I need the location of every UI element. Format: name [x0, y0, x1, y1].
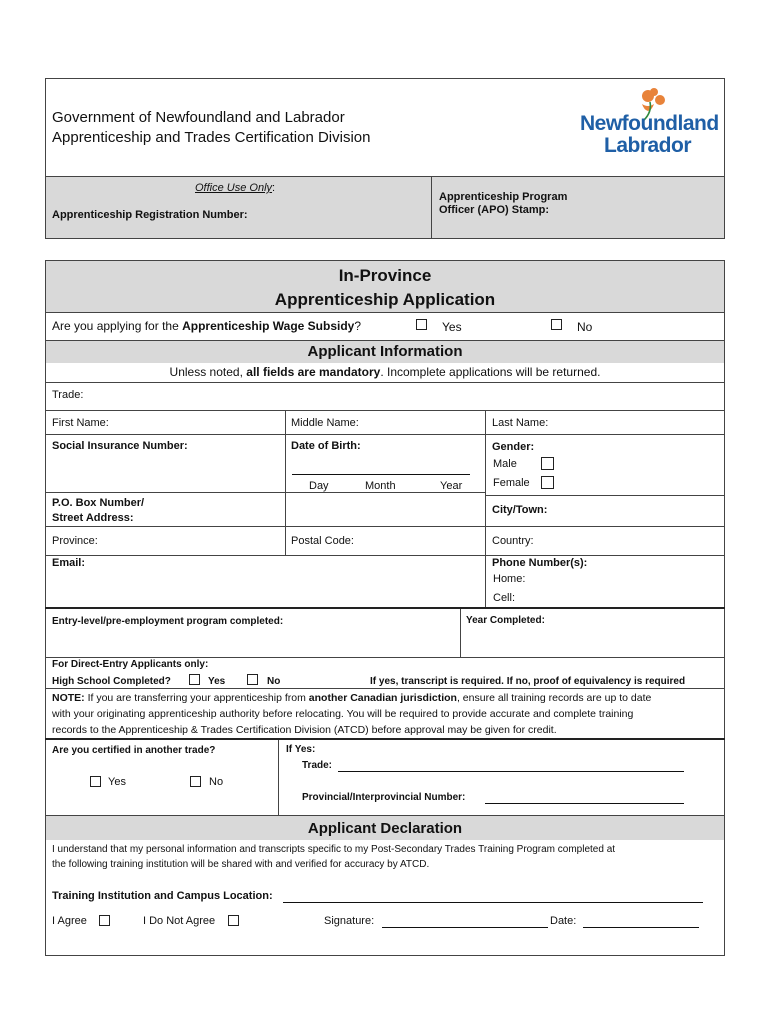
dob-month: Month — [365, 480, 396, 492]
direct-entry-label: For Direct-Entry Applicants only: — [52, 659, 209, 670]
cert-number-label: Provincial/Interprovincial Number: — [302, 792, 466, 803]
gender-female-checkbox[interactable] — [541, 476, 554, 489]
other-trade-label: Trade: — [302, 760, 333, 771]
last-name-field[interactable]: Last Name: — [492, 417, 549, 429]
first-name-field[interactable]: First Name: — [52, 417, 109, 429]
phone-home-field[interactable]: Home: — [493, 573, 526, 585]
agree-checkbox[interactable] — [99, 915, 110, 926]
signature-input[interactable] — [382, 927, 548, 928]
apo-stamp-label: Apprenticeship Program Officer (APO) Stamp: — [439, 191, 568, 216]
if-yes-label: If Yes: — [286, 744, 316, 755]
not-agree-checkbox[interactable] — [228, 915, 239, 926]
sin-field[interactable]: Social Insurance Number: — [52, 440, 188, 452]
wage-subsidy-question: Are you applying for the Apprenticeship Wage Subsidy? — [52, 319, 362, 333]
street-address-field[interactable]: P.O. Box Number/ Street Address: — [52, 497, 145, 524]
mandatory-note: Unless noted, all fields are mandatory. Incomplete applications will be returned. — [169, 365, 601, 379]
gender-female-label: Female — [493, 477, 530, 489]
phone-cell-field[interactable]: Cell: — [493, 592, 516, 604]
high-school-no-label: No — [267, 676, 281, 687]
city-field[interactable]: City/Town: — [492, 504, 548, 516]
postal-code-field[interactable]: Postal Code: — [291, 535, 354, 547]
not-agree-label: I Do Not Agree — [143, 915, 216, 927]
wage-yes-checkbox[interactable] — [416, 319, 427, 330]
logo-word-labrador: Labrador — [604, 134, 692, 157]
high-school-no-checkbox[interactable] — [247, 674, 258, 685]
logo-word-newfoundland: Newfoundland — [580, 112, 719, 135]
date-label: Date: — [550, 915, 577, 927]
applicant-info-heading: Applicant Information — [307, 343, 463, 360]
high-school-label: High School Completed? — [52, 676, 171, 687]
wage-no-label: No — [577, 320, 593, 334]
office-use-label: Office Use Only: — [195, 182, 276, 194]
office-use-box — [45, 176, 725, 239]
wage-yes-label: Yes — [442, 320, 462, 334]
certified-yes-label: Yes — [108, 776, 126, 788]
registration-number-label: Apprenticeship Registration Number: — [52, 209, 248, 221]
agree-label: I Agree — [52, 915, 87, 927]
gender-male-checkbox[interactable] — [541, 457, 554, 470]
training-institution-input[interactable] — [283, 902, 703, 903]
declaration-text: I understand that my personal information and transcripts specific to my Post-Secondary Trades Training Program completed at the following training institution will be shared with and verified for accuracy by ATCD. — [52, 844, 616, 870]
province-field[interactable]: Province: — [52, 535, 98, 547]
year-completed-field[interactable]: Year Completed: — [466, 615, 545, 626]
other-trade-input[interactable] — [338, 771, 684, 772]
signature-label: Signature: — [324, 915, 375, 927]
gender-male-label: Male — [493, 458, 517, 470]
trade-field[interactable]: Trade: — [52, 389, 84, 401]
phone-label: Phone Number(s): — [492, 557, 588, 569]
middle-name-field[interactable]: Middle Name: — [291, 417, 359, 429]
form-title: In-Province Apprenticeship Application — [274, 266, 496, 309]
nl-logo — [578, 86, 718, 158]
dob-label: Date of Birth: — [291, 440, 361, 452]
cert-number-input[interactable] — [485, 803, 684, 804]
certified-yes-checkbox[interactable] — [90, 776, 101, 787]
certified-no-label: No — [209, 776, 224, 788]
dob-line[interactable] — [292, 474, 470, 475]
certified-no-checkbox[interactable] — [190, 776, 201, 787]
high-school-yes-label: Yes — [208, 676, 226, 687]
transfer-note: NOTE: If you are transferring your apprenticeship from another Canadian jurisdiction, ensure all training records are up to date with your originating apprenticeship authority before relocating. You will be required to provide accurate and complete training records to the Apprenticeship & Trades Certification Division (ATCD) before approval may be given for credit. — [52, 692, 652, 736]
certified-question: Are you certified in another trade? — [52, 745, 216, 756]
org-name: Government of Newfoundland and Labrador Apprenticeship and Trades Certification Division — [52, 109, 371, 146]
wage-no-checkbox[interactable] — [551, 319, 562, 330]
gender-label: Gender: — [492, 441, 535, 453]
high-school-yes-checkbox[interactable] — [189, 674, 200, 685]
declaration-heading: Applicant Declaration — [307, 820, 463, 837]
date-input[interactable] — [583, 927, 699, 928]
dob-year: Year — [440, 480, 463, 492]
email-field[interactable]: Email: — [52, 557, 86, 569]
dob-day: Day — [309, 480, 329, 492]
training-institution-label: Training Institution and Campus Location: — [52, 890, 273, 902]
country-field[interactable]: Country: — [492, 535, 534, 547]
entry-level-program-field[interactable]: Entry-level/pre-employment program completed: — [52, 616, 284, 627]
transcript-note: If yes, transcript is required. If no, proof of equivalency is required — [370, 676, 686, 687]
